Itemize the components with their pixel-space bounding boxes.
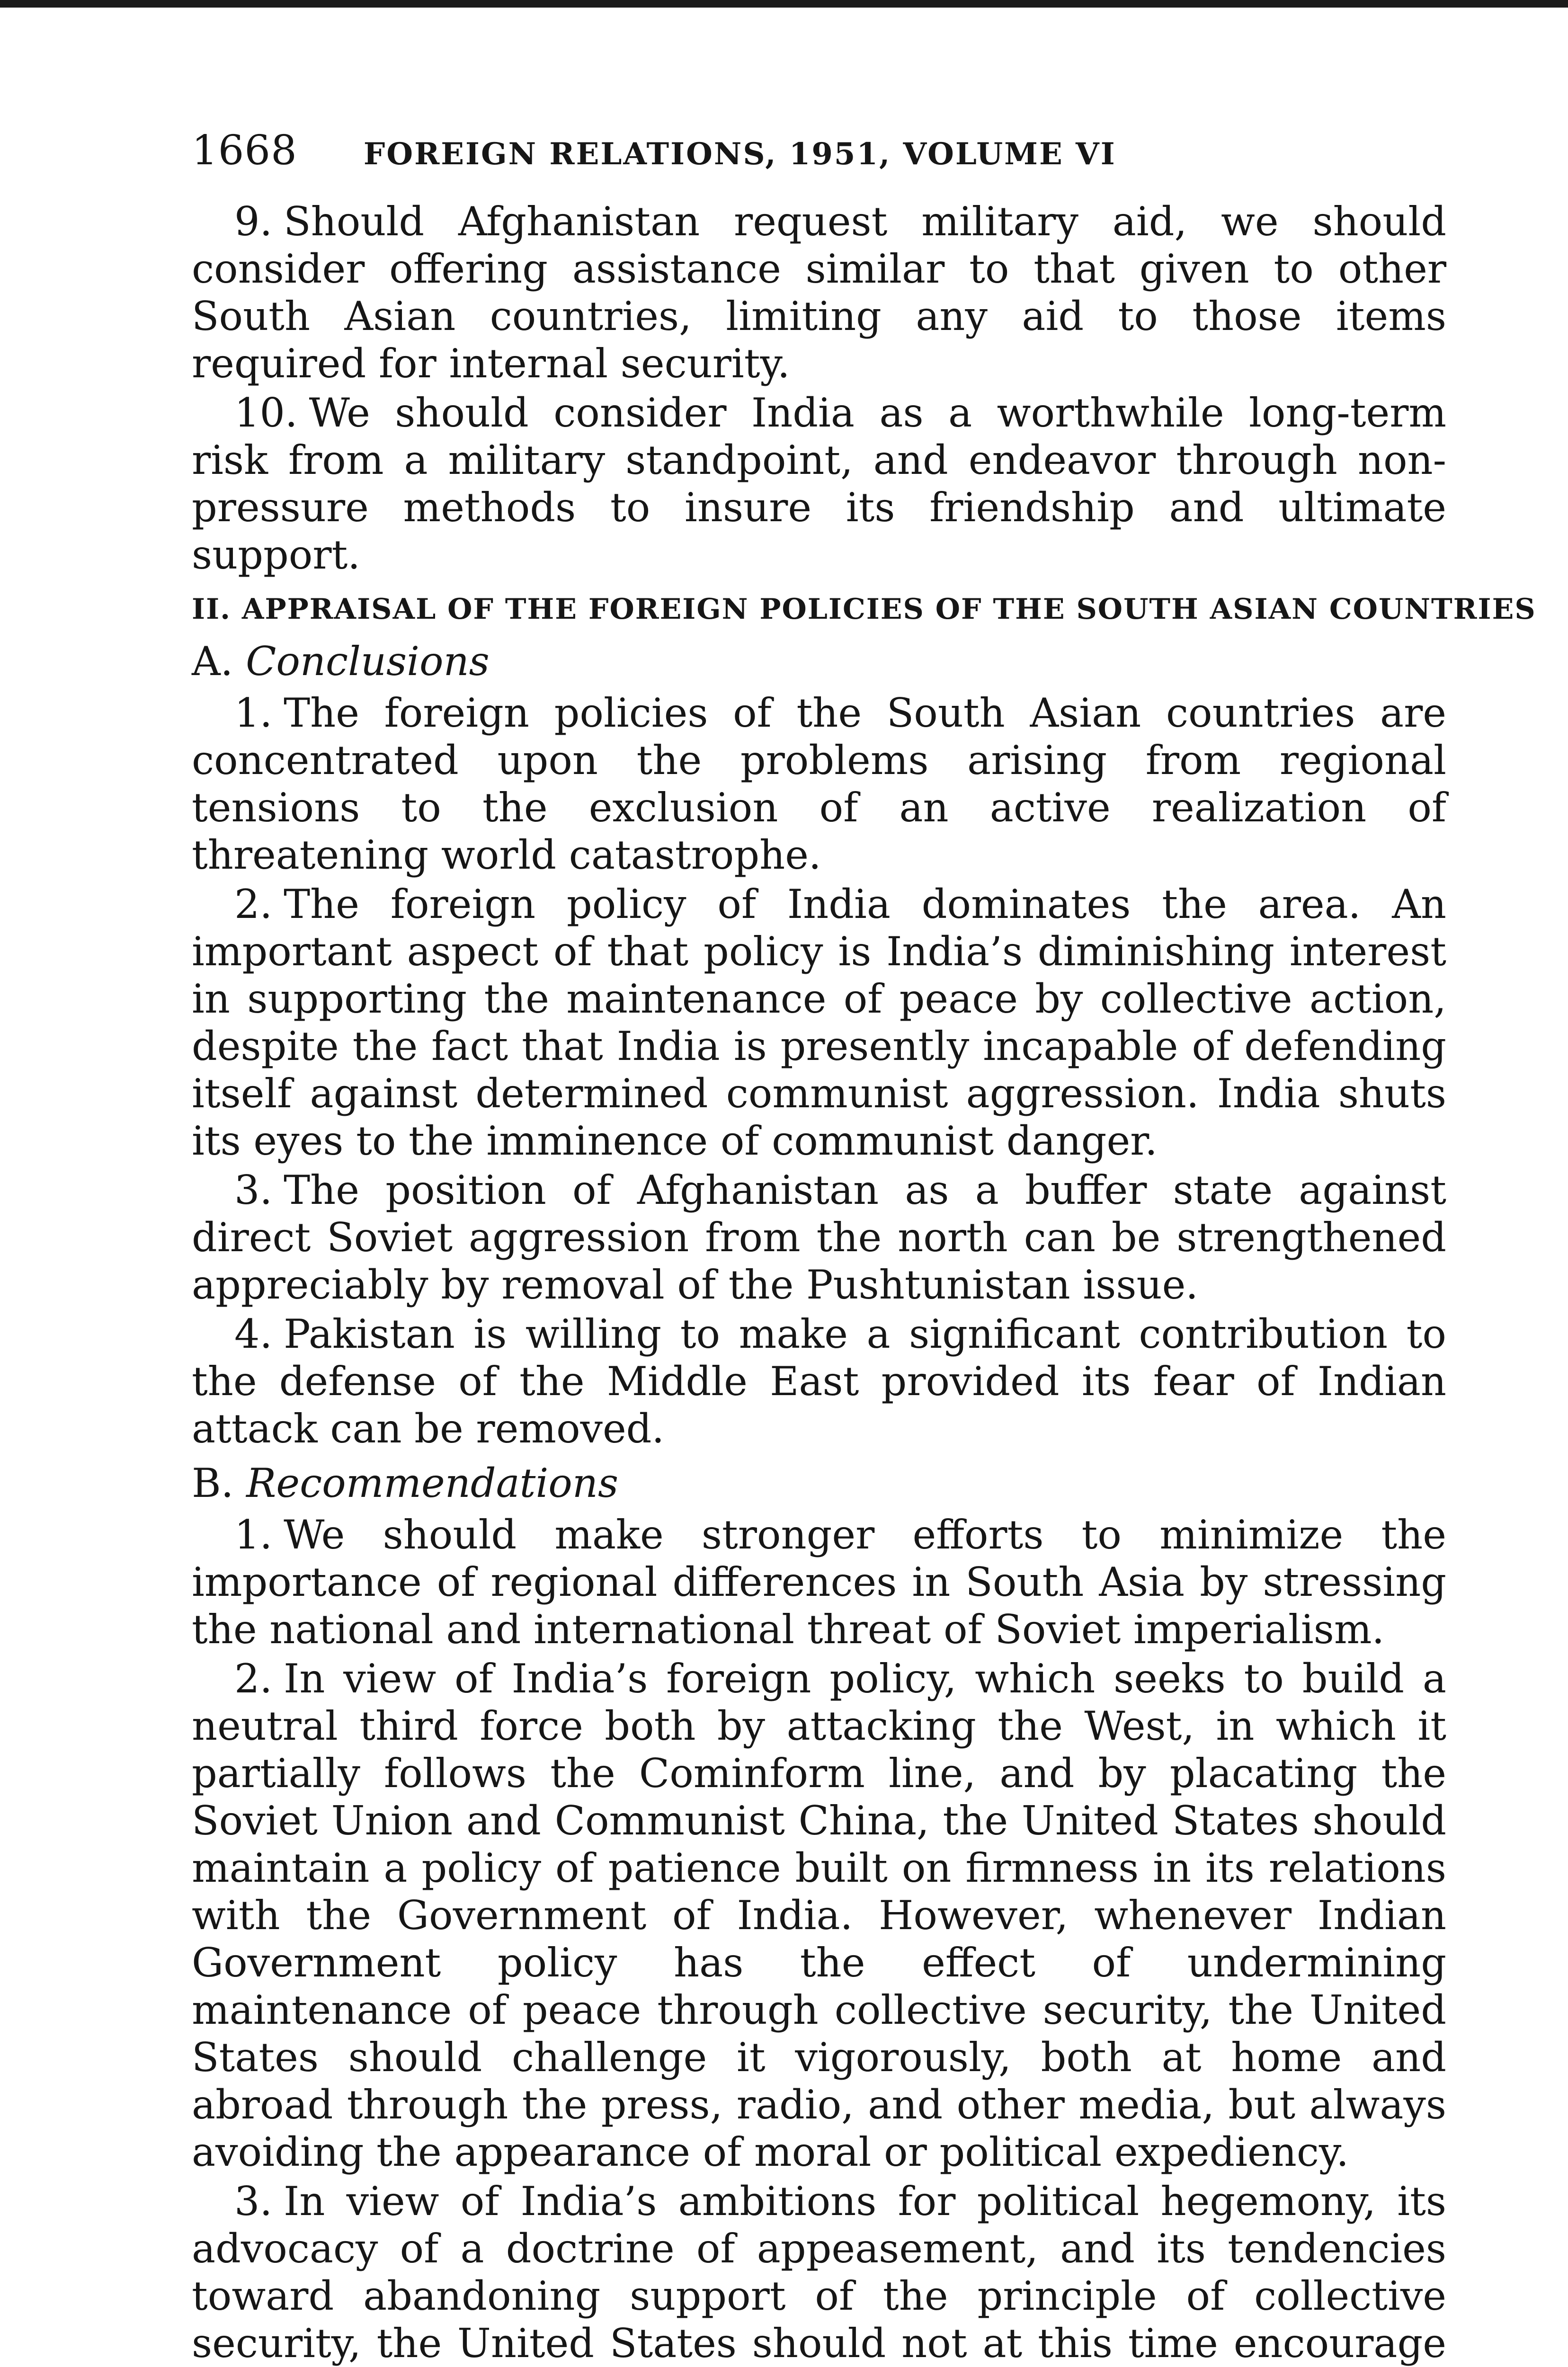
paragraph-item-9 [192, 198, 1446, 387]
item-number: 10. [234, 390, 298, 436]
item-text: We should make stronger efforts to minimize the importance of regional differences in South Asia by stressing the national and international threat of Soviet imperialism. [192, 1512, 1446, 1653]
item-text: In view of India’s ambitions for political hegemony, its advocacy of a doctrine of appeasement, and its tendencies toward abandoning support of the principle of collective security, the United States should not at this time encourage [192, 2178, 1446, 2367]
conclusion-item-2 [192, 881, 1446, 1165]
running-title: FOREIGN RELATIONS, 1951, VOLUME VI [363, 136, 1116, 172]
item-text: The foreign policies of the South Asian countries are concentrated upon the problems arising from regional tensions to the exclusion of an active realization of threatening world catastrophe. [192, 690, 1446, 878]
item-text: We should consider India as a worthwhile long-term risk from a military standpoint, and endeavor through non-pressure methods to insure its friendship and ultimate support. [192, 390, 1446, 578]
recommendation-item-3 [192, 2178, 1446, 2367]
item-text: Should Afghanistan request military aid, we should consider offering assistance similar to that given to other South Asian countries, limiting any aid to those items required for internal security. [192, 198, 1446, 387]
item-number: 2. [234, 1655, 273, 1702]
paragraph-item-10 [192, 389, 1446, 578]
running-header [192, 127, 1446, 198]
conclusion-item-4 [192, 1310, 1446, 1452]
document-page [192, 127, 1536, 2367]
conclusion-item-3 [192, 1166, 1446, 1308]
item-text: Pakistan is willing to make a significant contribution to the defense of the Middle East provided its fear of Indian attack can be removed. [192, 1311, 1446, 1452]
recommendations-letter: B. [192, 1460, 234, 1506]
page-number: 1668 [192, 127, 297, 174]
item-text: The position of Afghanistan as a buffer state against direct Soviet aggression from the north can be strengthened appreciably by removal of the Pushtunistan issue. [192, 1167, 1446, 1308]
scan-top-border [0, 0, 1568, 8]
recommendation-item-2 [192, 1655, 1446, 2176]
item-number: 1. [234, 690, 273, 736]
recommendation-item-1 [192, 1511, 1446, 1653]
item-number: 9. [234, 198, 273, 245]
item-text: In view of India’s foreign policy, which seeks to build a neutral third force both by attacking the West, in which it partially follows the Cominform line, and by placating the Soviet Union and Communist China, the United States should maintain a policy of patience built on firmness in its relations with the Government of India. However, whenever Indian Government policy has the effect of undermining maintenance of peace through collective security, the United States should challenge it vigorously, both at home and abroad through the press, radio, and other media, but always avoiding the appearance of moral or political expediency. [192, 1655, 1446, 2175]
item-number: 3. [234, 1167, 273, 1213]
conclusions-letter: A. [192, 638, 233, 685]
item-number: 4. [234, 1311, 273, 1357]
section-heading: II. APPRAISAL OF THE FOREIGN POLICIES OF THE SOUTH ASIAN COUNTRIES [192, 593, 1536, 626]
item-number: 2. [234, 881, 273, 927]
recommendations-heading [192, 1457, 1446, 1509]
conclusions-heading [192, 635, 1446, 687]
conclusions-title: Conclusions [246, 638, 490, 685]
item-number: 3. [234, 2178, 273, 2225]
recommendations-title: Recommendations [246, 1460, 619, 1506]
conclusion-item-1 [192, 689, 1446, 879]
item-number: 1. [234, 1512, 273, 1558]
item-text: The foreign policy of India dominates the area. An important aspect of that policy is India’s diminishing interest in supporting the maintenance of peace by collective action, despite the fact that India is presently incapable of defending itself against determined communist aggression. India shuts its eyes to the imminence of communist danger. [192, 881, 1446, 1164]
